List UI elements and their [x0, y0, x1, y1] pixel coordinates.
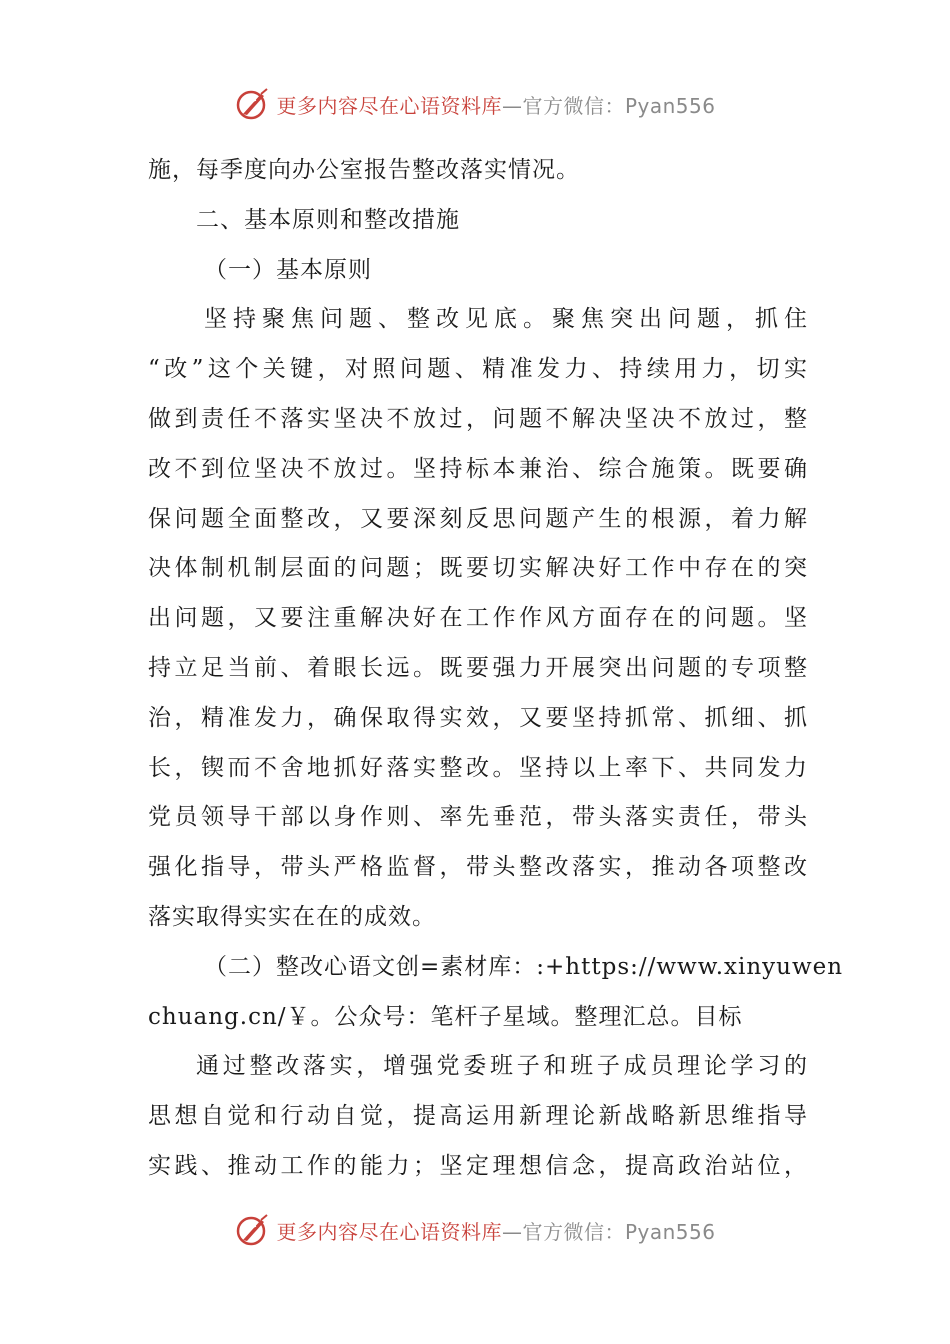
paragraph-line: 落实取得实实在在的成效。 [148, 903, 436, 930]
header-banner-dash: — [501, 93, 523, 118]
quill-logo-icon [234, 86, 270, 122]
header-banner-main: 更多内容尽在心语资料库 [276, 93, 502, 118]
paragraph-line: 改不到位坚决不放过。坚持标本兼治、综合施策。既要确 [148, 455, 808, 482]
quill-logo-icon [234, 1212, 270, 1248]
footer-banner-dash: — [501, 1219, 523, 1244]
footer-banner-suffix: 官方微信：Pyan556 [522, 1219, 716, 1244]
paragraph-line: 施，每季度向办公室报告整改落实情况。 [148, 157, 580, 183]
header-watermark-banner [0, 84, 950, 124]
subsection-heading: （二）整改心语文创=素材库：:+https://www.xinyuwen [204, 953, 844, 980]
paragraph-line: 做到责任不落实坚决不放过，问题不解决坚决不放过，整 [148, 405, 808, 432]
document-body [148, 146, 844, 1192]
paragraph-line: 党员领导干部以身作则、率先垂范，带头落实责任，带头 [148, 804, 808, 831]
footer-banner-main: 更多内容尽在心语资料库 [276, 1219, 502, 1244]
paragraph-line: 实践、推动工作的能力；坚定理想信念，提高政治站位， [148, 1152, 808, 1179]
section-heading: 二、基本原则和整改措施 [196, 206, 460, 233]
paragraph-line: 通过整改落实，增强党委班子和班子成员理论学习的 [196, 1053, 808, 1080]
paragraph-line: 出问题，又要注重解决好在工作作风方面存在的问题。坚 [148, 605, 808, 632]
paragraph-line: 决体制机制层面的问题；既要切实解决好工作中存在的突 [148, 555, 808, 582]
header-banner-text [276, 90, 715, 119]
paragraph-line: chuang.cn/￥。公众号：笔杆子星域。整理汇总。目标 [148, 1003, 743, 1030]
paragraph-line: 强化指导，带头严格监督，带头整改落实，推动各项整改 [148, 854, 808, 881]
paragraph-line: 持立足当前、着眼长远。既要强力开展突出问题的专项整 [148, 654, 808, 681]
paragraph-line: 治，精准发力，确保取得实效，又要坚持抓常、抓细、抓 [148, 704, 808, 731]
footer-banner-text [276, 1216, 715, 1245]
subsection-heading: （一）基本原则 [204, 256, 372, 283]
paragraph-line: “改”这个关键，对照问题、精准发力、持续用力，切实 [148, 356, 808, 383]
paragraph-line: 保问题全面整改，又要深刻反思问题产生的根源，着力解 [148, 505, 808, 532]
paragraph-line: 长，锲而不舍地抓好落实整改。坚持以上率下、共同发力 [148, 754, 808, 781]
header-banner-suffix: 官方微信：Pyan556 [522, 93, 716, 118]
paragraph-line: 思想自觉和行动自觉，提高运用新理论新战略新思维指导 [148, 1103, 808, 1130]
paragraph-line: 坚持聚焦问题、整改见底。聚焦突出问题，抓住 [204, 306, 808, 333]
footer-watermark-banner [0, 1210, 950, 1250]
